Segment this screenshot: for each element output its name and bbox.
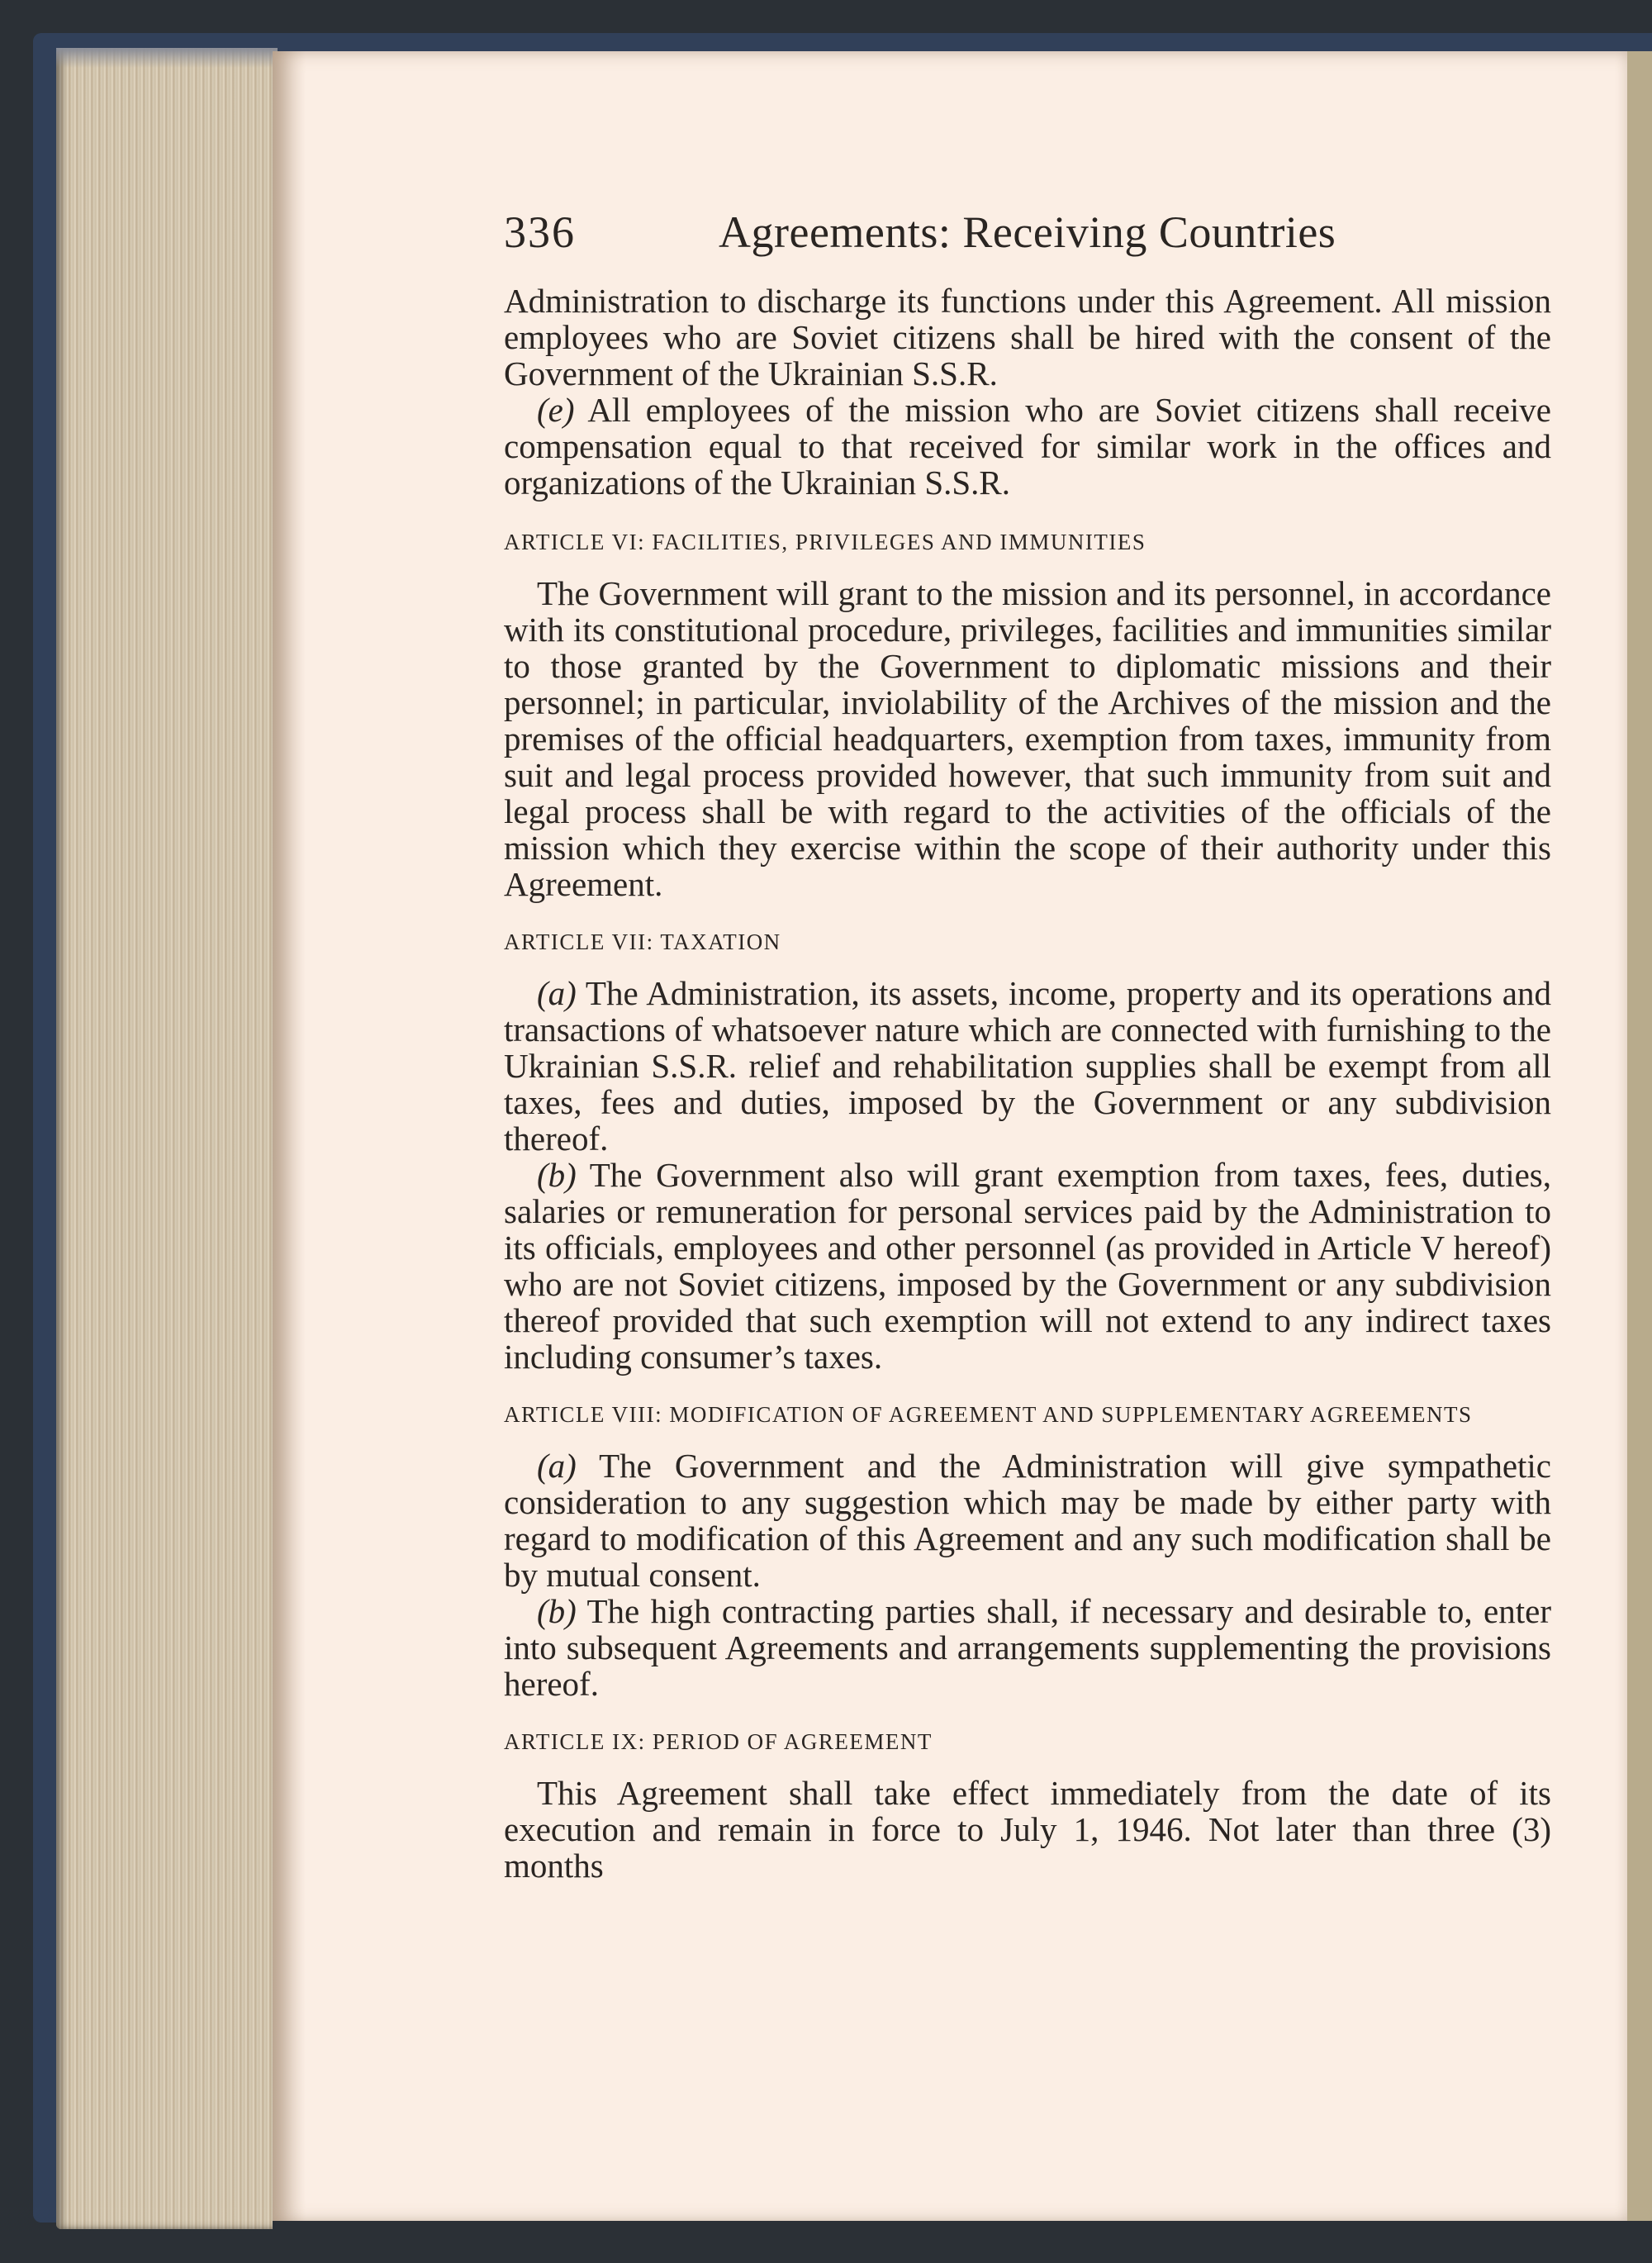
article-heading-vi: ARTICLE VI: FACILITIES, PRIVILEGES AND IMMUNITIES xyxy=(504,530,1146,554)
article-heading-ix: ARTICLE IX: PERIOD OF AGREEMENT xyxy=(504,1729,933,1754)
article-heading-vii: ARTICLE VII: TAXATION xyxy=(504,929,781,954)
paragraph-text: The Administration, its assets, income, property and its operations and transactions of whatsoever nature which are connected with furnishing to the Ukrainian S.S.R. relief and rehabilitation supplies shall be exempt from all taxes, fees and duties, imposed by the Government or any subdivision thereof. xyxy=(504,974,1551,1158)
paragraph-e xyxy=(504,392,1551,501)
paragraph-text: The Government and the Administration will give sympathetic consideration to any suggestion which may be made by either party with regard to modification of this Agreement and any such modification shall be by mutual consent. xyxy=(504,1447,1551,1594)
page-text xyxy=(504,207,1551,1884)
article-ix-paragraph: This Agreement shall take effect immediately from the date of its execution and remain in force to July 1, 1946. Not later than three (3) months xyxy=(504,1774,1551,1885)
page-edges xyxy=(56,48,278,2229)
article-vii-paragraph-a xyxy=(504,975,1551,1157)
article-vi-paragraph: The Government will grant to the mission and its personnel, in accordance with its constitutional procedure, privileges, facilities and immunities similar to those granted by the Government to diplomatic missions and their personnel; in particular, inviolability of the Archives of the mission and the premises of the official headquarters, exemption from taxes, immunity from suit and legal process provided however, that such immunity from suit and legal process shall be with regard to the activities of the officials of the mission which they exercise within the scope of their authority under this Agreement. xyxy=(504,574,1551,903)
paragraph-label: (a) xyxy=(537,1447,577,1485)
running-head xyxy=(504,207,1551,283)
page-edges-top-shade xyxy=(56,48,278,68)
paragraph-label: (e) xyxy=(537,391,575,429)
gutter-shadow xyxy=(273,51,306,2223)
paragraph-text: The high contracting parties shall, if necessary and desirable to, enter into subsequent Agreements and arrangements supplementing the provisions hereof. xyxy=(504,1592,1551,1703)
article-heading-viii: ARTICLE VIII: MODIFICATION OF AGREEMENT AND SUPPLEMENTARY AGREEMENTS xyxy=(504,1402,1473,1427)
bottom-background xyxy=(273,2221,1652,2263)
paragraph-text: The Government also will grant exemption from taxes, fees, duties, salaries or remuneration for personal services paid by the Administration to its officials, employees and other personnel (as provided in Article V hereof) who are not Soviet citizens, imposed by the Government or any subdivision thereof provided that such exemption will not extend to any indirect taxes including consumer’s taxes. xyxy=(504,1156,1551,1376)
page-number: 336 xyxy=(504,207,576,257)
running-head-title: Agreements: Receiving Countries xyxy=(719,207,1336,257)
paragraph-label: (b) xyxy=(537,1156,577,1194)
paragraph-text: All employees of the mission who are Soviet citizens shall receive compensation equal to that received for similar work in the offices and organizations of the Ukrainian S.S.R. xyxy=(504,391,1551,502)
article-viii-paragraph-a xyxy=(504,1448,1551,1593)
paragraph-label: (b) xyxy=(537,1592,577,1630)
right-page-edge xyxy=(1626,51,1652,2232)
paragraph-label: (a) xyxy=(537,974,577,1012)
article-vii-paragraph-b xyxy=(504,1157,1551,1375)
paragraph-continued: Administration to discharge its functions under this Agreement. All mission employees who are Soviet citizens shall be hired with the consent of the Government of the Ukrainian S.S.R. xyxy=(504,282,1551,392)
article-viii-paragraph-b xyxy=(504,1593,1551,1702)
